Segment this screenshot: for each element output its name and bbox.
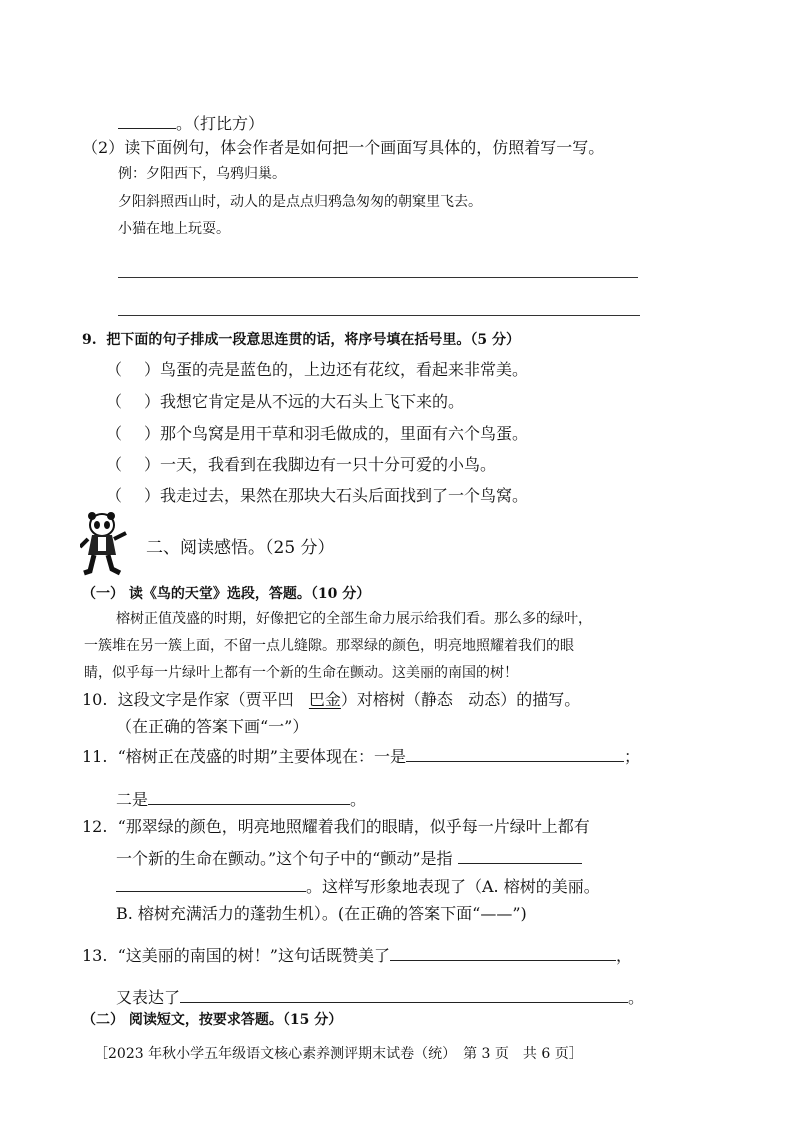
q10-number: 10. <box>82 690 108 709</box>
q8-2-task: 小猫在地上玩耍。 <box>118 221 230 237</box>
panda-mascot-icon <box>80 511 132 577</box>
answer-line-1[interactable] <box>118 277 638 278</box>
q9-item-text: ）一天，我看到在我脚边有一只十分可爱的小鸟。 <box>144 455 497 474</box>
q11-number: 11. <box>82 747 108 766</box>
q9-number: 9. <box>82 332 97 348</box>
q11-line <box>82 747 640 765</box>
answer-blank[interactable] <box>148 790 350 805</box>
q12-line-4: B. 榕树充满活力的蓬勃生机）。(在正确的答案下面“——”) <box>116 904 527 923</box>
q10-text: 这段文字是作家（贾平凹 <box>117 690 294 709</box>
q13-text: 又表达了 <box>116 988 181 1007</box>
q9-item-text: ）我走过去，果然在那块大石头后面找到了一个鸟窝。 <box>144 486 529 505</box>
q12-line-1 <box>82 819 590 835</box>
answer-blank[interactable] <box>118 114 176 129</box>
punct: ， <box>616 946 633 965</box>
passage-line-1: 榕树正值茂盛的时期，好像把它的全部生命力展示给我们看。那么多的绿叶， <box>116 611 592 627</box>
q8-2-prompt <box>82 140 604 156</box>
option-bajin[interactable]: 巴金 <box>308 690 341 709</box>
passage-line-3: 睛，似乎每一片绿叶上都有一个新的生命在颤动。这美丽的南国的树！ <box>84 665 518 681</box>
example-short-text: 夕阳西下，乌鸦归巢。 <box>146 166 286 182</box>
punct: 。 <box>628 988 645 1007</box>
answer-blank[interactable] <box>116 877 306 892</box>
answer-blank[interactable] <box>180 988 628 1003</box>
page-footer: ［2023 年秋小学五年级语文核心素养测评期末试卷（统） 第 3 页 共 6 页］ <box>94 1046 583 1062</box>
q12-text: “那翠绿的颜色，明亮地照耀着我们的眼睛，似乎每一片绿叶上都有 <box>117 817 590 836</box>
q13-text: “这美丽的南国的树！”这句话既赞美了 <box>117 946 390 965</box>
q9-item-1 <box>106 362 528 378</box>
q12-number: 12. <box>82 817 108 836</box>
q12-text: 一个新的生命在颤动。”这个句子中的“颤动”是指 <box>116 849 453 868</box>
punct: ； <box>624 747 641 766</box>
q9-item-2 <box>106 394 464 410</box>
q9-item-text: ）鸟蛋的壳是蓝色的，上边还有花纹，看起来非常美。 <box>144 360 529 379</box>
q13-line-1 <box>82 946 632 964</box>
paren-open: （ <box>106 455 123 474</box>
part-1-title: （一） 读《鸟的天堂》选段，答题。（10 分） <box>82 586 371 602</box>
q9-item-text: ）那个鸟窝是用干草和羽毛做成的，里面有六个鸟蛋。 <box>144 424 529 443</box>
paren-open: （ <box>106 424 123 443</box>
part-2-title: （二） 阅读短文，按要求答题。（15 分） <box>82 1012 343 1028</box>
q9-item-3 <box>106 426 528 442</box>
answer-blank[interactable] <box>458 849 582 864</box>
q13-line-2 <box>116 988 644 1006</box>
section-2-title: 二、阅读感悟。（25 分） <box>146 538 335 558</box>
q11-text: 二是 <box>116 790 149 809</box>
paren-open: （ <box>106 392 123 411</box>
q13-number: 13. <box>82 946 108 965</box>
q9-item-4 <box>106 457 496 473</box>
q10-text: 动态）的描写。 <box>468 690 581 709</box>
q12-line-3 <box>116 877 600 895</box>
q11-line-2 <box>116 790 366 808</box>
q12-text: 。这样写形象地表现了（A. 榕树的美丽。 <box>306 877 600 896</box>
q12-line-2 <box>116 849 582 867</box>
q8-2-example-short <box>118 167 286 181</box>
q9-prompt <box>82 333 520 347</box>
q11-text: “榕树正在茂盛的时期”主要体现在：一是 <box>117 747 406 766</box>
example-label: 例： <box>118 166 146 182</box>
q9-prompt-text: 把下面的句子排成一段意思连贯的话，将序号填在括号里。（5 分） <box>106 332 520 348</box>
q9-item-5 <box>106 488 528 504</box>
top-hint-text: 。（打比方） <box>176 114 265 133</box>
punct: 。 <box>350 790 367 809</box>
answer-blank[interactable] <box>406 747 624 762</box>
answer-line-2[interactable] <box>118 315 640 316</box>
top-hint-line <box>118 114 264 132</box>
q10-line <box>82 692 580 708</box>
q10-text: ）对榕树（静态 <box>340 690 453 709</box>
answer-blank[interactable] <box>390 946 616 961</box>
passage-line-2: 一簇堆在另一簇上面，不留一点儿缝隙。那翠绿的颜色，明亮地照耀着我们的眼 <box>84 638 574 654</box>
paren-open: （ <box>106 486 123 505</box>
q8-2-prompt-text: 读下面例句，体会作者是如何把一个画面写具体的，仿照着写一写。 <box>124 138 605 157</box>
q9-item-text: ）我想它肯定是从不远的大石头上飞下来的。 <box>144 392 465 411</box>
q8-2-label: （2） <box>82 138 125 157</box>
q8-2-example-long: 夕阳斜照西山时，动人的是点点归鸦急匆匆的朝窠里飞去。 <box>118 194 482 210</box>
q10-note: （在正确的答案下画“一”） <box>116 717 309 736</box>
paren-open: （ <box>106 360 123 379</box>
